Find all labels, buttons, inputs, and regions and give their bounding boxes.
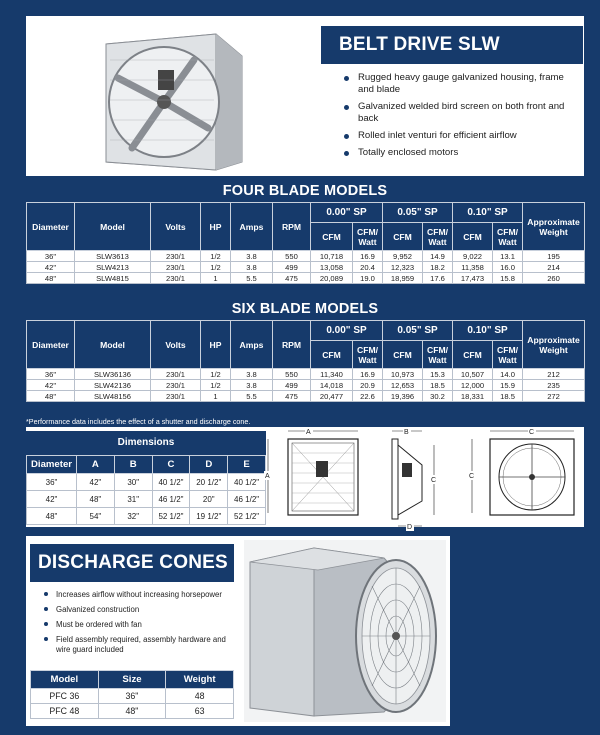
col-cfm-watt: CFM/ Watt: [353, 341, 383, 369]
table-cell: 19 1/2": [190, 508, 228, 525]
col-hp: HP: [201, 321, 231, 369]
table-cell: 36": [27, 474, 77, 491]
table-cell: SLW36136: [75, 369, 151, 380]
col-sp-000: 0.00" SP: [311, 321, 383, 341]
table-cell: 1: [201, 391, 231, 402]
table-cell: 14.0: [493, 369, 523, 380]
dim-header: C: [152, 456, 190, 474]
table-cell: SLW4213: [75, 262, 151, 273]
table-cell: 15.9: [493, 380, 523, 391]
dim-header: B: [114, 456, 152, 474]
table-cell: 260: [523, 273, 585, 284]
table-cell: 42": [27, 380, 75, 391]
discharge-feature-item: Field assembly required, assembly hardware and wire guard included: [42, 635, 232, 655]
dim-label-c-left: C: [469, 473, 475, 480]
table-cell: 18,331: [453, 391, 493, 402]
table-cell: 31": [114, 491, 152, 508]
dim-label-c-side: C: [431, 477, 437, 484]
col-cfm: CFM: [453, 223, 493, 251]
dim-header: A: [77, 456, 115, 474]
table-cell: 48": [27, 391, 75, 402]
table-cell: 52 1/2": [228, 508, 266, 525]
table-cell: 18,959: [383, 273, 423, 284]
discharge-feature-item: Galvanized construction: [42, 605, 232, 615]
col-cfm-watt: CFM/ Watt: [493, 341, 523, 369]
table-cell: 18.5: [423, 380, 453, 391]
table-cell: 15.8: [493, 273, 523, 284]
discharge-title-box: [30, 544, 234, 582]
table-cell: 212: [523, 369, 585, 380]
six-blade-section: [26, 298, 584, 402]
table-cell: 13.1: [493, 251, 523, 262]
table-cell: 9,952: [383, 251, 423, 262]
col-amps: Amps: [231, 321, 273, 369]
col-cfm-watt: CFM/ Watt: [493, 223, 523, 251]
table-cell: 5.5: [231, 273, 273, 284]
table-cell: 17.6: [423, 273, 453, 284]
table-cell: 230/1: [151, 380, 201, 391]
table-cell: 48: [166, 689, 234, 704]
table-cell: 195: [523, 251, 585, 262]
discharge-cones-card: [26, 536, 450, 726]
table-row: [27, 508, 266, 525]
cone-header: Weight: [166, 671, 234, 689]
table-cell: 19,396: [383, 391, 423, 402]
col-sp-005: 0.05" SP: [383, 203, 453, 223]
table-cell: SLW42136: [75, 380, 151, 391]
discharge-feature-item: Must be ordered with fan: [42, 620, 232, 630]
dim-header: Diameter: [27, 456, 77, 474]
discharge-cone-table: [30, 670, 234, 719]
table-cell: 550: [273, 369, 311, 380]
discharge-feature-item: Increases airflow without increasing horsepower: [42, 590, 232, 600]
col-cfm: CFM: [453, 341, 493, 369]
table-cell: PFC 36: [31, 689, 99, 704]
col-cfm-watt: CFM/ Watt: [423, 223, 453, 251]
table-row: [27, 391, 585, 402]
table-cell: 36": [98, 689, 166, 704]
discharge-title: DISCHARGE CONES: [38, 552, 228, 573]
col-cfm: CFM: [311, 341, 353, 369]
table-cell: 475: [273, 273, 311, 284]
dim-label-a-top: A: [306, 429, 311, 436]
table-cell: 1/2: [201, 369, 231, 380]
table-cell: 30": [114, 474, 152, 491]
table-cell: 1: [201, 273, 231, 284]
table-cell: 48": [77, 491, 115, 508]
table-cell: 272: [523, 391, 585, 402]
table-cell: 36": [27, 251, 75, 262]
four-blade-table: [26, 202, 585, 284]
table-cell: 52 1/2": [152, 508, 190, 525]
table-cell: 48": [98, 704, 166, 719]
table-cell: 230/1: [151, 369, 201, 380]
table-cell: SLW4815: [75, 273, 151, 284]
table-cell: 40 1/2": [152, 474, 190, 491]
table-row: [31, 689, 234, 704]
table-cell: 40 1/2": [228, 474, 266, 491]
side-view-diagram: [378, 427, 458, 535]
table-cell: 14.9: [423, 251, 453, 262]
table-cell: 42": [27, 491, 77, 508]
six-blade-table: [26, 320, 585, 402]
col-cfm-watt: CFM/ Watt: [423, 341, 453, 369]
table-cell: PFC 48: [31, 704, 99, 719]
dim-header: E: [228, 456, 266, 474]
table-cell: 13,058: [311, 262, 353, 273]
dim-label-d: D: [407, 524, 413, 531]
table-cell: 550: [273, 251, 311, 262]
table-cell: 10,973: [383, 369, 423, 380]
table-cell: 46 1/2": [228, 491, 266, 508]
col-model: Model: [75, 203, 151, 251]
table-cell: 54": [77, 508, 115, 525]
col-volts: Volts: [151, 203, 201, 251]
col-cfm: CFM: [383, 223, 423, 251]
col-sp-010: 0.10" SP: [453, 203, 523, 223]
box-fan-photo: [96, 30, 246, 172]
table-cell: 20,089: [311, 273, 353, 284]
col-cfm: CFM: [383, 341, 423, 369]
table-cell: 46 1/2": [152, 491, 190, 508]
col-weight: Approximate Weight: [523, 321, 585, 369]
col-cfm: CFM: [311, 223, 353, 251]
table-cell: 10,507: [453, 369, 493, 380]
table-cell: SLW48156: [75, 391, 151, 402]
table-cell: 1/2: [201, 262, 231, 273]
table-cell: 16.9: [353, 369, 383, 380]
col-weight: Approximate Weight: [523, 203, 585, 251]
dimensions-panel: [26, 427, 584, 531]
table-cell: 230/1: [151, 391, 201, 402]
table-cell: 42": [77, 474, 115, 491]
table-cell: 475: [273, 391, 311, 402]
feature-item: Totally enclosed motors: [340, 147, 580, 159]
dim-header: D: [190, 456, 228, 474]
col-cfm-watt: CFM/ Watt: [353, 223, 383, 251]
table-cell: 20.9: [353, 380, 383, 391]
table-cell: 17,473: [453, 273, 493, 284]
table-cell: 1/2: [201, 251, 231, 262]
table-row: [27, 251, 585, 262]
cone-header: Model: [31, 671, 99, 689]
table-cell: 48": [27, 508, 77, 525]
table-row: [31, 704, 234, 719]
table-cell: 20,477: [311, 391, 353, 402]
table-cell: 18.5: [493, 391, 523, 402]
col-sp-005: 0.05" SP: [383, 321, 453, 341]
table-cell: 32": [114, 508, 152, 525]
table-cell: 30.2: [423, 391, 453, 402]
table-cell: SLW3613: [75, 251, 151, 262]
col-diameter: Diameter: [27, 203, 75, 251]
col-rpm: RPM: [273, 203, 311, 251]
table-cell: 3.8: [231, 380, 273, 391]
table-cell: 10,718: [311, 251, 353, 262]
table-cell: 16.0: [493, 262, 523, 273]
table-cell: 499: [273, 380, 311, 391]
table-cell: 42": [27, 262, 75, 273]
table-cell: 12,323: [383, 262, 423, 273]
table-cell: 5.5: [231, 391, 273, 402]
six-blade-title: SIX BLADE MODELS: [231, 301, 379, 317]
dimensions-table: [26, 455, 266, 525]
table-cell: 14,018: [311, 380, 353, 391]
col-diameter: Diameter: [27, 321, 75, 369]
product-header-card: [26, 16, 584, 176]
table-cell: 11,358: [453, 262, 493, 273]
table-cell: 1/2: [201, 380, 231, 391]
discharge-feature-list: [42, 590, 232, 660]
col-amps: Amps: [231, 203, 273, 251]
table-cell: 18.2: [423, 262, 453, 273]
rear-view-diagram: [456, 427, 580, 527]
table-row: [27, 491, 266, 508]
col-hp: HP: [201, 203, 231, 251]
table-row: [27, 262, 585, 273]
feature-item: Rugged heavy gauge galvanized housing, frame and blade: [340, 72, 580, 96]
table-cell: 230/1: [151, 251, 201, 262]
table-cell: 36": [27, 369, 75, 380]
product-title-box: [321, 26, 583, 64]
table-cell: 214: [523, 262, 585, 273]
product-title: BELT DRIVE SLW: [339, 34, 500, 55]
col-sp-010: 0.10" SP: [453, 321, 523, 341]
dim-label-b: B: [404, 429, 409, 436]
table-cell: 11,340: [311, 369, 353, 380]
table-cell: 3.8: [231, 369, 273, 380]
table-cell: 48": [27, 273, 75, 284]
table-cell: 3.8: [231, 251, 273, 262]
feature-item: Rolled inlet venturi for efficient airflow: [340, 130, 580, 142]
col-volts: Volts: [151, 321, 201, 369]
dim-label-a-side: A: [265, 473, 270, 480]
table-cell: 16.9: [353, 251, 383, 262]
table-cell: 9,022: [453, 251, 493, 262]
top-band: [0, 0, 600, 10]
table-cell: 20": [190, 491, 228, 508]
table-cell: 15.3: [423, 369, 453, 380]
table-cell: 499: [273, 262, 311, 273]
table-row: [27, 369, 585, 380]
col-rpm: RPM: [273, 321, 311, 369]
table-cell: 235: [523, 380, 585, 391]
dimensions-title: Dimensions: [26, 431, 266, 455]
table-cell: 3.8: [231, 262, 273, 273]
discharge-cone-photo: [244, 540, 446, 722]
table-cell: 63: [166, 704, 234, 719]
performance-note: *Performance data includes the effect of a shutter and discharge cone.: [26, 417, 251, 426]
table-cell: 230/1: [151, 262, 201, 273]
table-row: [27, 273, 585, 284]
table-cell: 20.4: [353, 262, 383, 273]
cone-header: Size: [98, 671, 166, 689]
front-view-diagram: [260, 427, 360, 527]
table-row: [27, 380, 585, 391]
table-cell: 19.0: [353, 273, 383, 284]
table-cell: 20 1/2": [190, 474, 228, 491]
feature-item: Galvanized welded bird screen on both front and back: [340, 101, 580, 125]
table-cell: 22.6: [353, 391, 383, 402]
feature-list: [340, 72, 580, 164]
four-blade-section: [26, 180, 584, 284]
dim-label-c-top: C: [529, 429, 535, 436]
col-model: Model: [75, 321, 151, 369]
table-cell: 12,653: [383, 380, 423, 391]
table-row: [27, 474, 266, 491]
col-sp-000: 0.00" SP: [311, 203, 383, 223]
table-cell: 12,000: [453, 380, 493, 391]
table-cell: 230/1: [151, 273, 201, 284]
four-blade-title: FOUR BLADE MODELS: [222, 183, 388, 199]
